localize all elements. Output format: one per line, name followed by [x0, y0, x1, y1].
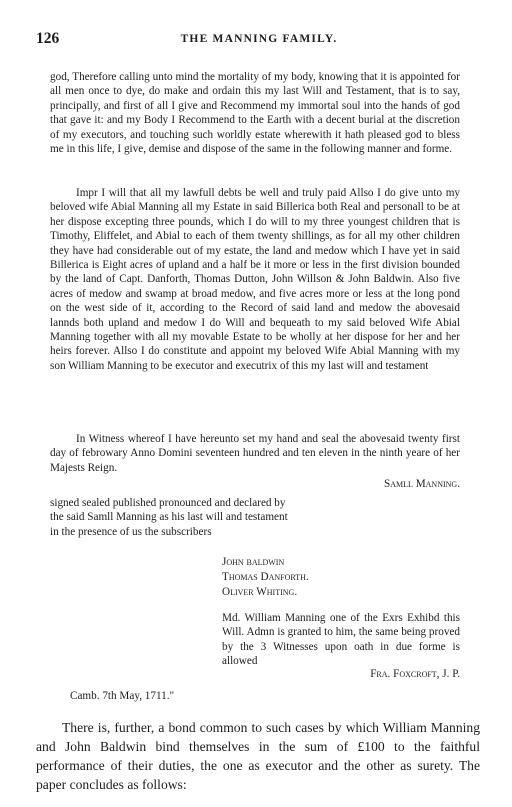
probate-memorandum: Md. William Manning one of the Exrs Exhibd this Will. Admn is granted to him, the same being proved by the 3 Witnesses upon oath in due forme is allowed — [222, 612, 460, 668]
witness-3: Oliver Whiting. — [222, 586, 298, 598]
running-head: THE MANNING FAMILY. — [180, 33, 338, 45]
will-witness-clause — [50, 432, 460, 475]
will-paragraph-3: In Witness whereof I have hereunto set my hand and seal the abovesaid twenty first day of febrowary Anno Domini seventeen hundred and ten eleven in the ninth yeare of her Majests Reign. — [50, 433, 460, 474]
page-header — [36, 30, 482, 50]
page-number: 126 — [36, 30, 60, 47]
attestation-clause: signed sealed published pronounced and declared by the said Samll Manning as his last will and testament in the presence of us the subscribers — [50, 497, 288, 538]
will-preamble — [50, 70, 460, 156]
witness-1: John baldwin — [222, 556, 285, 568]
probate-signer: Fra. Foxcroft, J. P. — [370, 668, 460, 680]
closing-paragraph — [36, 718, 480, 794]
witness-2: Thomas Danforth. — [222, 571, 309, 583]
will-paragraph-2: Impr I will that all my lawfull debts be well and truly paid Allso I do give unto my beloved wife Abial Manning all my Estate in said Billerica both Real and personall to be at her dispose excepting three pounds, which I do will to my three youngest children that is Timothy, Eliffelet, and Abial to each of them twenty shillings, as for all my other children they have had considerable out of my estate, the land and medow which I have yet in said Billerica is Eight acres of upland and a half be it more or less in the first division bounded by the land of Capt. Danforth, Thomas Dutton, John Willson & John Baldwin. Also five acres of medow and swamp at broad medow, and five acres more or less at the long pond on the west side of it, according to the Record of said land and medow the abovesaid lannds both upland and medow I do Will and bequeath to my said beloved Wife Abial Manning together with all my movable Estate to be wholly at her dispose for her and her heirs forever. Allso I do constitute and appoint my beloved Wife Abial Manning with my son William Manning to be executor and executrix of this my last will and testament — [50, 187, 460, 372]
will-paragraph-1: god, Therefore calling unto mind the mortality of my body, knowing that it is appointed for all men once to dye, do make and ordain this my last Will and Testament, that is to say, principally, and first of all I give and Recommend my immortal soul into the hands of god that gave it: and my Body I Recommend to the Earth with a decent burial at the discretion of my executors, and touching such worldly estate wherewith it hath pleased god to bless me in this life, I give, demise and dispose of the same in the following manner and forme. — [50, 71, 460, 156]
place-date: Camb. 7th May, 1711." — [70, 690, 175, 702]
testator-signature: Samll Manning. — [384, 478, 460, 490]
closing-paragraph-text: There is, further, a bond common to such cases by which William Manning and John Baldwin bind themselves in the sum of £100 to the faithful performance of their duties, the one as executor and the other as surety. The paper concludes as follows: — [36, 720, 480, 792]
will-bequests — [50, 186, 460, 373]
